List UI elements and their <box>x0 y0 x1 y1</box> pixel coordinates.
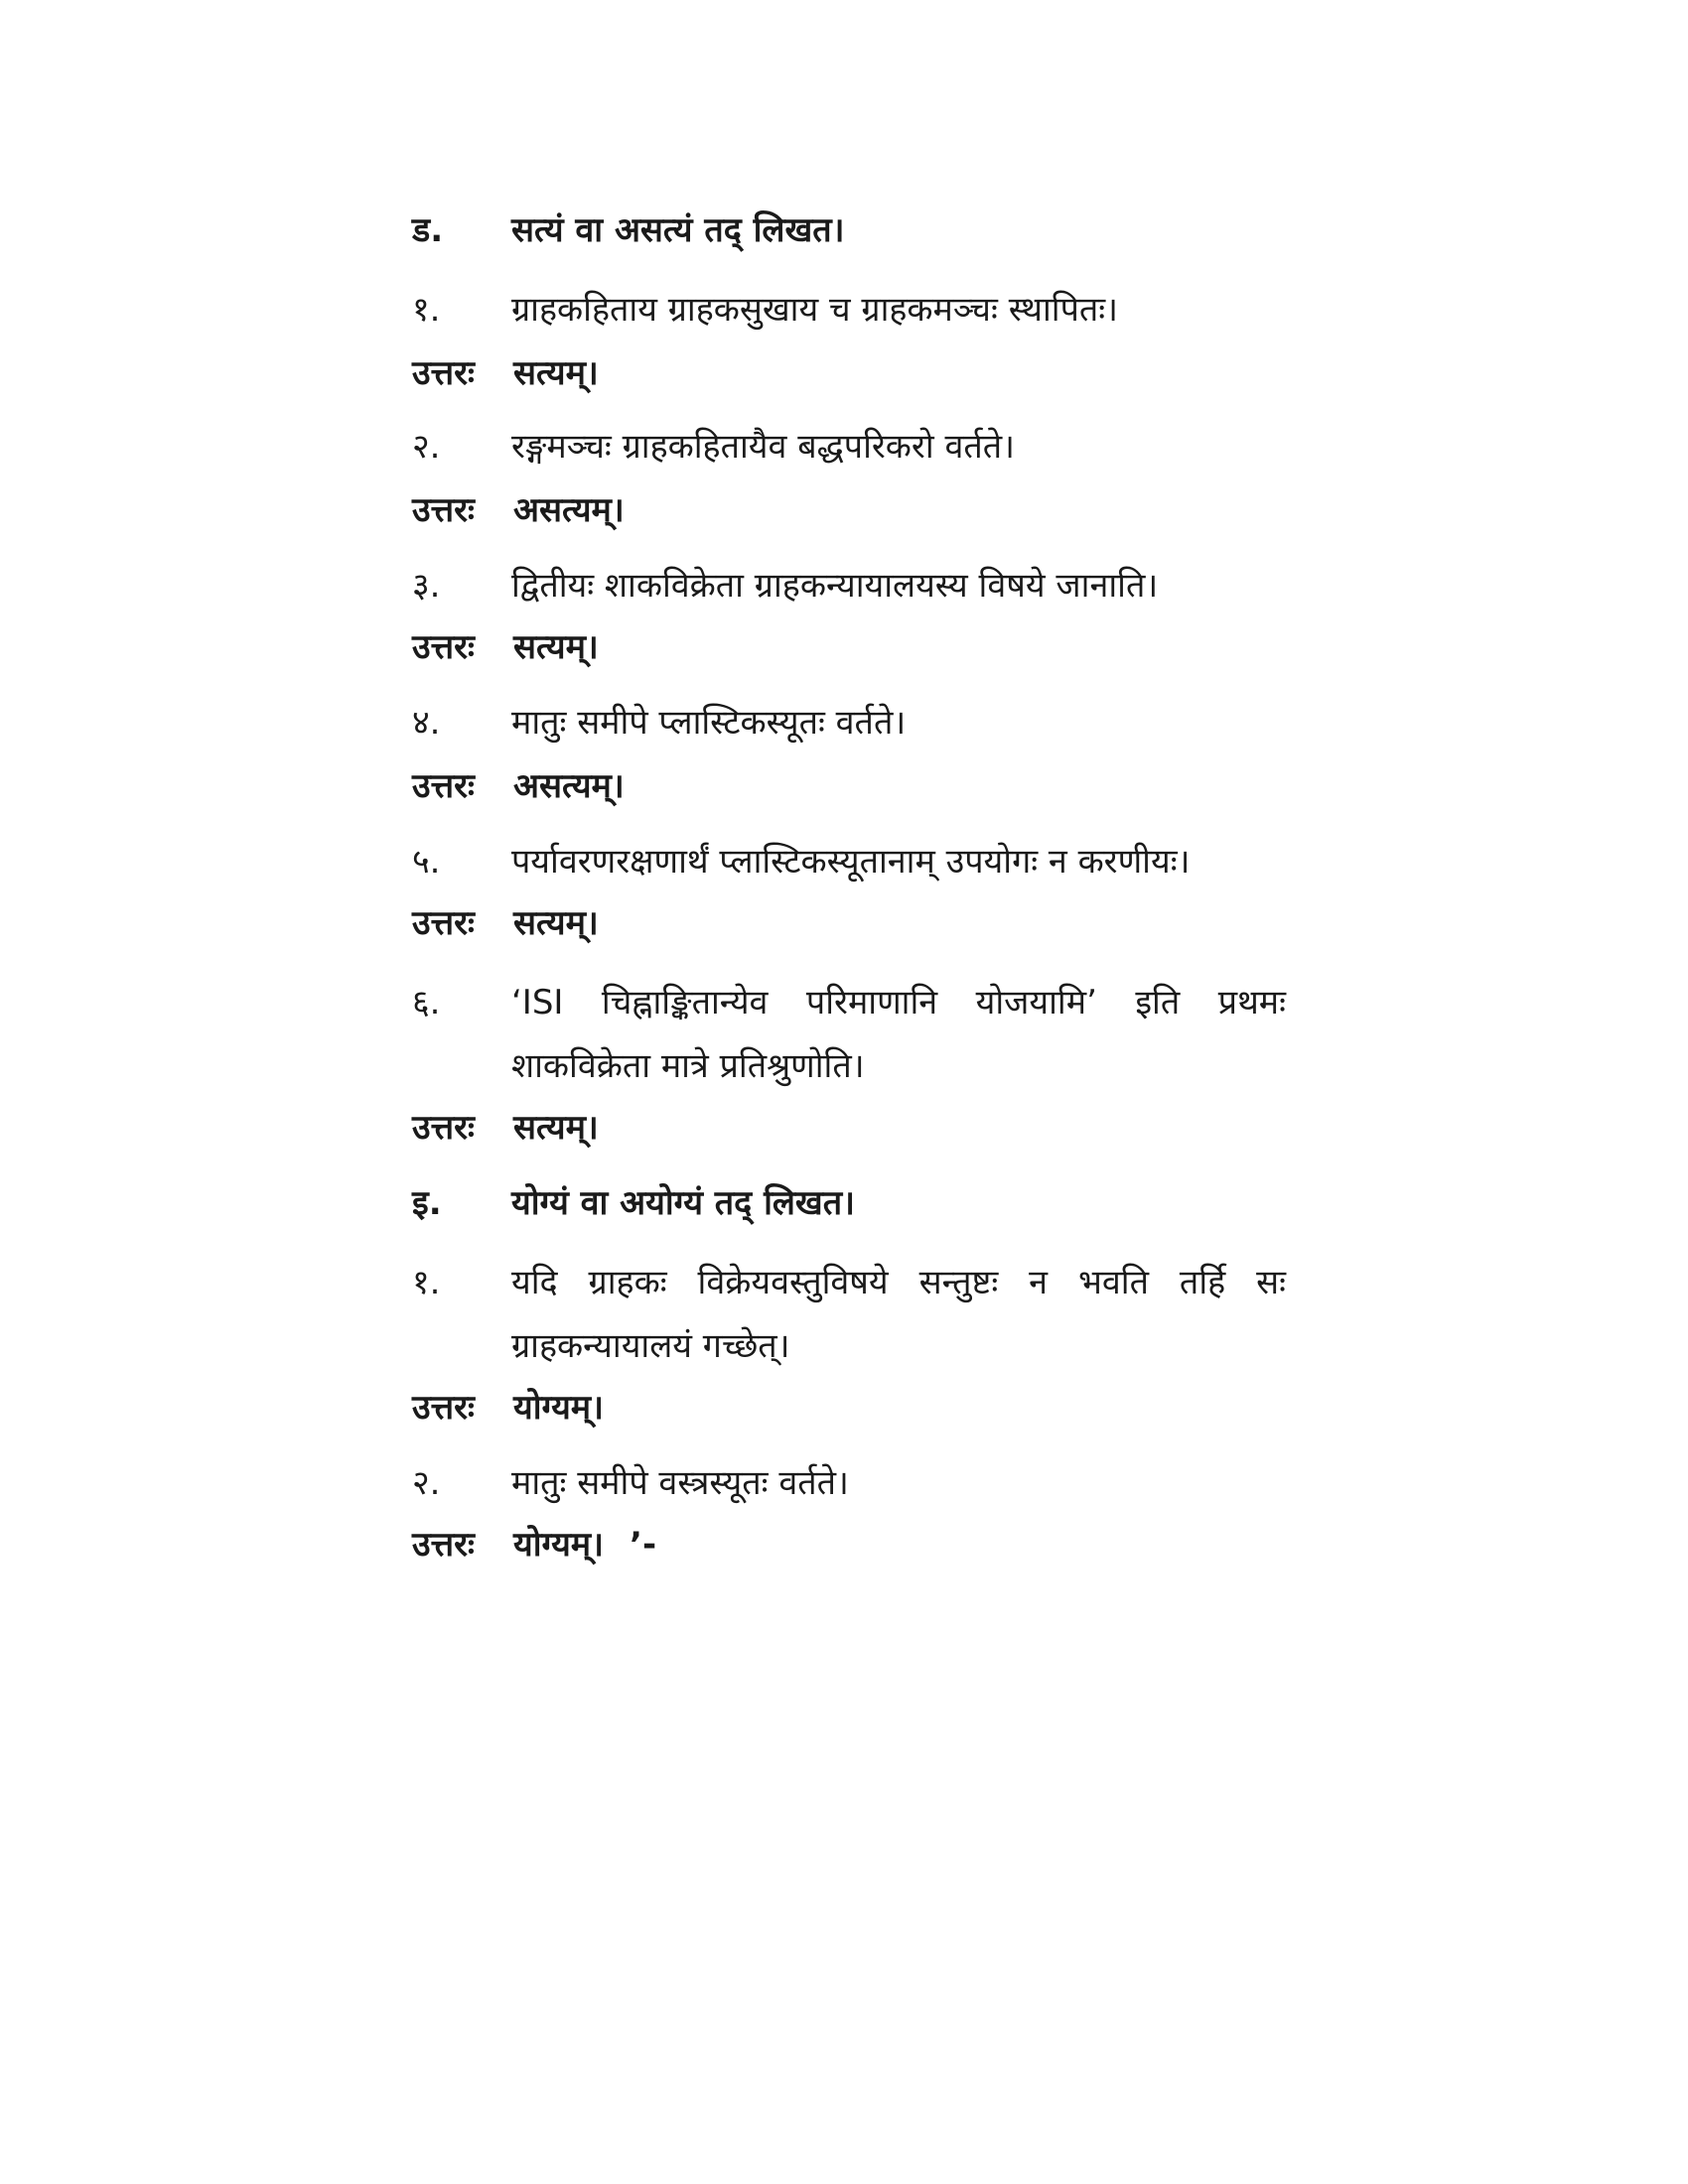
answer-text: योग्यम्। <box>513 1525 605 1565</box>
question-number: ३. <box>412 566 441 606</box>
section-marker: ड. <box>412 210 444 250</box>
question-number: ५. <box>412 842 441 882</box>
answer-label: उत्तरः <box>412 353 475 393</box>
section-title: सत्यं वा असत्यं तद् लिखत। <box>511 210 845 250</box>
question-text: रङ्गमञ्चः ग्राहकहितायैव बद्धपरिकरो वर्तते। <box>511 427 1015 467</box>
answer-value: असत्यम्। <box>513 490 625 530</box>
question-number: ६. <box>412 983 441 1023</box>
answer-label: उत्तरः <box>412 1525 475 1565</box>
section-title: योग्यं वा अयोग्यं तद् लिखत। <box>511 1183 856 1223</box>
answer-value: सत्यम्। <box>513 627 599 667</box>
answer-label: उत्तरः <box>412 490 475 530</box>
answer-value: सत्यम्। <box>513 353 599 393</box>
question-text: द्वितीयः शाकविक्रेता ग्राहकन्यायालयस्य विषये जानाति। <box>511 566 1159 606</box>
question-number: १. <box>412 1263 441 1302</box>
answer-label: उत्तरः <box>412 1108 475 1148</box>
answer-value: सत्यम्। <box>513 903 599 943</box>
stray-mark: ’- <box>630 1525 657 1565</box>
question-text: मातुः समीपे वस्त्रस्यूतः वर्तते। <box>511 1463 849 1503</box>
answer-label: उत्तरः <box>412 1388 475 1428</box>
answer-label: उत्तरः <box>412 627 475 667</box>
section-marker: इ. <box>412 1183 442 1223</box>
question-number: २. <box>412 427 441 467</box>
answer-label: उत्तरः <box>412 903 475 943</box>
question-number: २. <box>412 1463 441 1503</box>
question-text: यदि ग्राहकः विक्रेयवस्तुविषये सन्तुष्टः न भवति तर्हि सः ग्राहकन्यायालयं गच्छेत्। <box>511 1263 1286 1366</box>
question-text: मातुः समीपे प्लास्टिकस्यूतः वर्तते। <box>511 703 907 743</box>
answer-label: उत्तरः <box>412 766 475 806</box>
answer-value: योग्यम्। <box>513 1388 605 1428</box>
question-text: ग्राहकहिताय ग्राहकसुखाय च ग्राहकमञ्चः स्थापितः। <box>511 290 1119 330</box>
answer-value: असत्यम्। <box>513 766 625 806</box>
answer-value: सत्यम्। <box>513 1108 599 1148</box>
answer-value <box>513 1525 656 1565</box>
question-number: १. <box>412 290 441 330</box>
question-number: ४. <box>412 703 441 743</box>
question-text: ‘ISI चिह्नाङ्कितान्येव परिमाणानि योजयामि’ इति प्रथमः शाकविक्रेता मात्रे प्रतिश्रुणोति। <box>511 983 1286 1086</box>
question-text: पर्यावरणरक्षणार्थं प्लास्टिकस्यूतानाम् उपयोगः न करणीयः। <box>511 842 1191 882</box>
